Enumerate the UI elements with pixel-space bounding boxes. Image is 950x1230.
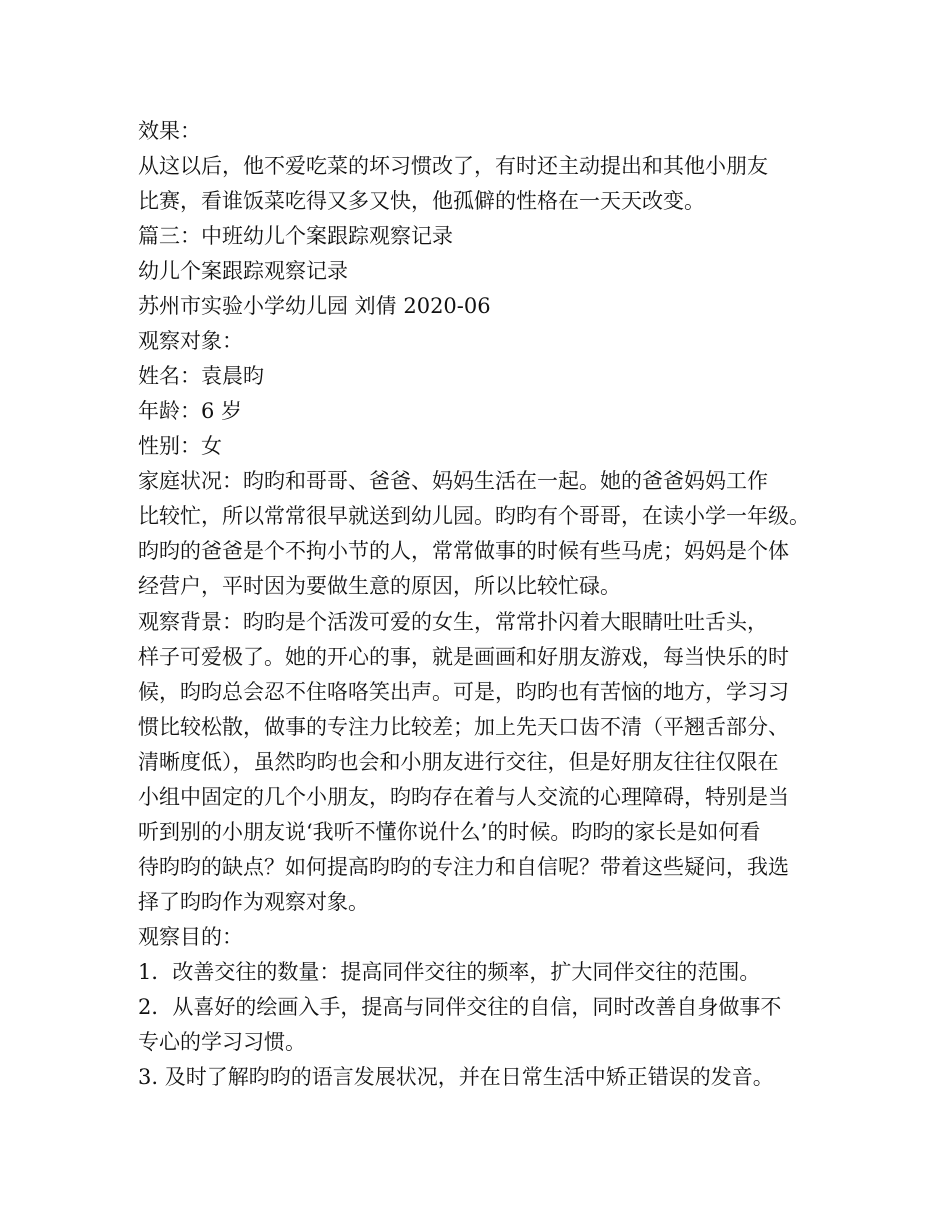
text-line: 待昀昀的缺点？如何提高昀昀的专注力和自信呢？带着这些疑问，我选 <box>138 855 789 879</box>
record-title: 幼儿个案跟踪观察记录 <box>138 259 348 283</box>
text-line: 听到别的小朋友说‘我听不懂你说什么’的时候。昀昀的家长是如何看 <box>138 820 761 844</box>
text-line: 清晰度低），虽然昀昀也会和小朋友进行交往，但是好朋友往往仅限在 <box>138 750 779 774</box>
text-line: 专心的学习习惯。 <box>138 1030 306 1054</box>
author-line: 苏州市实验小学幼儿园 刘倩 2020-06 <box>138 294 491 318</box>
text-line: 3. 及时了解昀昀的语言发展状况，并在日常生活中矫正错误的发音。 <box>138 1065 774 1089</box>
text-line: 效果： <box>138 119 201 143</box>
text-line: 比赛，看谁饭菜吃得又多又快，他孤僻的性格在一天天改变。 <box>138 189 705 213</box>
text-line: 姓名：袁晨昀 <box>138 364 264 388</box>
text-line: 性别：女 <box>138 434 222 458</box>
text-line: 昀昀的爸爸是个不拘小节的人，常常做事的时候有些马虎；妈妈是个体 <box>138 539 789 563</box>
text-line: 1．改善交往的数量：提高同伴交往的频率，扩大同伴交往的范围。 <box>138 960 761 984</box>
text-line: 比较忙，所以常常很早就送到幼儿园。昀昀有个哥哥，在读小学一年级。 <box>138 504 810 528</box>
text-line: 样子可爱极了。她的开心的事，就是画画和好朋友游戏，每当快乐的时 <box>138 645 789 669</box>
text-line: 惯比较松散，做事的专注力比较差；加上先天口齿不清（平翘舌部分、 <box>138 715 789 739</box>
text-line: 从这以后，他不爱吃菜的坏习惯改了，有时还主动提出和其他小朋友 <box>138 154 768 178</box>
text-line: 观察目的： <box>138 925 243 949</box>
text-line: 候，昀昀总会忍不住咯咯笑出声。可是，昀昀也有苦恼的地方，学习习 <box>138 680 789 704</box>
text-line: 年龄：6 岁 <box>138 399 243 423</box>
text-line: 经营户，平时因为要做生意的原因，所以比较忙碌。 <box>138 574 621 598</box>
text-line: 观察对象： <box>138 329 243 353</box>
text-line: 2．从喜好的绘画入手，提高与同伴交往的自信，同时改善自身做事不 <box>138 995 782 1019</box>
text-line: 观察背景：昀昀是个活泼可爱的女生，常常扑闪着大眼睛吐吐舌头， <box>138 610 768 634</box>
section-heading: 篇三：中班幼儿个案跟踪观察记录 <box>138 224 453 248</box>
text-line: 小组中固定的几个小朋友，昀昀存在着与人交流的心理障碍，特别是当 <box>138 785 789 809</box>
text-line: 家庭状况：昀昀和哥哥、爸爸、妈妈生活在一起。她的爸爸妈妈工作 <box>138 469 768 493</box>
text-line: 择了昀昀作为观察对象。 <box>138 890 369 914</box>
